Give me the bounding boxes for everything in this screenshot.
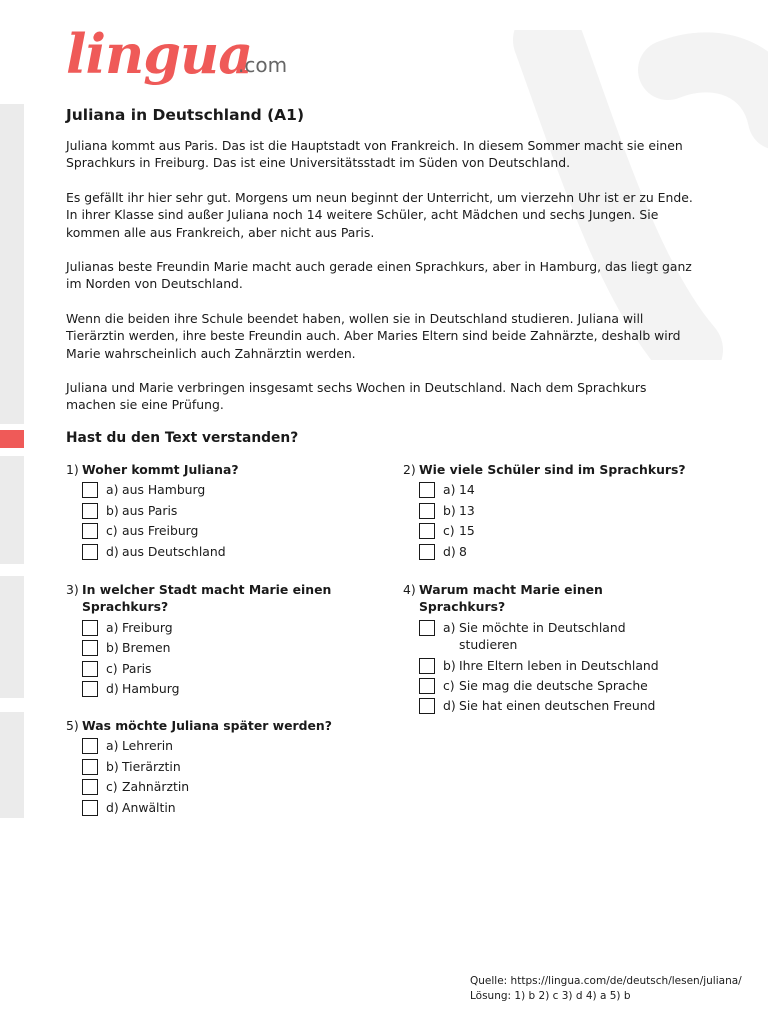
logo-domain-suffix: .com (238, 53, 288, 77)
checkbox[interactable] (419, 503, 435, 519)
checkbox[interactable] (82, 661, 98, 677)
question-text: In welcher Stadt macht Marie einen Sprachkurs? (82, 582, 332, 615)
option-text: aus Paris (122, 502, 178, 518)
checkbox[interactable] (419, 523, 435, 539)
option-text: Anwältin (122, 799, 176, 815)
answer-option[interactable] (82, 778, 366, 795)
answer-option[interactable] (419, 657, 693, 674)
question-5 (66, 717, 366, 816)
answer-option[interactable] (419, 677, 693, 694)
checkbox[interactable] (419, 678, 435, 694)
checkbox[interactable] (82, 620, 98, 636)
paragraph: Juliana kommt aus Paris. Das ist die Hauptstadt von Frankreich. In diesem Sommer macht sie einen Sprachkurs in Freiburg. Das ist eine Universitätsstadt im Süden von Deutschland. (66, 138, 683, 171)
answer-option[interactable] (419, 522, 703, 539)
option-letter: b) (106, 758, 119, 774)
question-text: Was möchte Juliana später werden? (82, 718, 332, 733)
checkbox[interactable] (82, 482, 98, 498)
answer-option[interactable] (419, 697, 693, 714)
worksheet-title: Juliana in Deutschland (A1) (66, 106, 305, 124)
checkbox[interactable] (82, 759, 98, 775)
answer-option[interactable] (82, 619, 336, 636)
option-letter: b) (443, 657, 456, 673)
option-letter: b) (106, 502, 119, 518)
option-text: Zahnärztin (122, 779, 190, 795)
option-text: 14 (459, 482, 475, 498)
checkbox[interactable] (419, 544, 435, 560)
checkbox[interactable] (82, 544, 98, 560)
answer-option[interactable] (82, 660, 336, 677)
answer-option[interactable] (82, 737, 366, 754)
answer-option[interactable] (82, 543, 366, 560)
option-text: Hamburg (122, 681, 180, 697)
option-letter: c) (106, 779, 118, 795)
reading-text (66, 137, 696, 431)
answer-option[interactable] (82, 639, 336, 656)
paragraph: Juliana und Marie verbringen insgesamt sechs Wochen in Deutschland. Nach dem Sprachkurs machen sie eine Prüfung. (66, 380, 647, 413)
question-number: 1) (66, 462, 79, 477)
option-text: 13 (459, 502, 475, 518)
logo-wordmark: lingua (66, 22, 253, 86)
answer-option[interactable] (82, 481, 366, 498)
checkbox[interactable] (82, 681, 98, 697)
paragraph: Julianas beste Freundin Marie macht auch gerade einen Sprachkurs, aber in Hamburg, das liegt ganz im Norden von Deutschland. (66, 259, 692, 292)
question-3 (66, 581, 336, 697)
option-text: Freiburg (122, 619, 173, 635)
solution-key: Lösung: 1) b 2) c 3) d 4) a 5) b (470, 990, 631, 1002)
answer-option[interactable] (82, 758, 366, 775)
answer-option[interactable] (419, 481, 703, 498)
checkbox[interactable] (82, 738, 98, 754)
side-strip-top (0, 104, 24, 424)
answer-option[interactable] (419, 543, 703, 560)
page-footer (470, 974, 742, 1004)
question-4 (403, 581, 693, 715)
question-text: Wie viele Schüler sind im Sprachkurs? (419, 462, 686, 477)
option-text: Sie hat einen deutschen Freund (459, 698, 656, 714)
option-text: Paris (122, 660, 152, 676)
option-letter: a) (106, 738, 119, 754)
question-2 (403, 461, 703, 560)
option-letter: a) (106, 619, 119, 635)
option-letter: d) (106, 799, 119, 815)
lingua-logo (66, 14, 294, 94)
checkbox[interactable] (82, 523, 98, 539)
checkbox[interactable] (419, 698, 435, 714)
answer-option[interactable] (419, 619, 693, 654)
answer-option[interactable] (82, 680, 336, 697)
paragraph: Es gefällt ihr hier sehr gut. Morgens um neun beginnt der Unterricht, um vierzehn Uhr ist er zu Ende. In ihrer Klasse sind außer Juliana noch 14 weitere Schüler, acht Mädchen und sechs Jungen. Sie kommen alle aus Frankreich, aber nicht aus Paris. (66, 189, 693, 240)
checkbox[interactable] (419, 620, 435, 636)
side-strip-quiz-2 (0, 576, 24, 698)
checkbox[interactable] (82, 640, 98, 656)
checkbox[interactable] (419, 658, 435, 674)
answer-option[interactable] (82, 799, 366, 816)
checkbox[interactable] (82, 503, 98, 519)
option-text: 8 (459, 543, 467, 559)
checkbox[interactable] (419, 482, 435, 498)
option-letter: b) (443, 502, 456, 518)
quiz-heading: Hast du den Text verstanden? (66, 430, 299, 446)
source-link[interactable]: Quelle: https://lingua.com/de/deutsch/lesen/juliana/ (470, 975, 742, 987)
option-text: Lehrerin (122, 738, 173, 754)
question-number: 3) (66, 582, 79, 597)
question-text: Warum macht Marie einen Sprachkurs? (419, 582, 603, 615)
option-letter: c) (443, 523, 455, 539)
option-text: Sie möchte in Deutschland studieren (459, 619, 626, 653)
question-number: 4) (403, 582, 416, 597)
answer-option[interactable] (82, 522, 366, 539)
answer-option[interactable] (82, 502, 366, 519)
option-text: 15 (459, 523, 475, 539)
side-strip-quiz-1 (0, 456, 24, 564)
question-number: 5) (66, 718, 79, 733)
option-text: Ihre Eltern leben in Deutschland (459, 657, 659, 673)
side-strip-quiz-3 (0, 712, 24, 818)
option-letter: a) (443, 482, 456, 498)
option-text: Bremen (122, 640, 171, 656)
option-letter: d) (443, 543, 456, 559)
option-text: Sie mag die deutsche Sprache (459, 678, 648, 694)
option-letter: b) (106, 640, 119, 656)
option-letter: c) (443, 678, 455, 694)
question-1 (66, 461, 366, 560)
paragraph: Wenn die beiden ihre Schule beendet haben, wollen sie in Deutschland studieren. Juliana will Tierärztin werden, ihre beste Freundin auch. Aber Maries Eltern sind beide Zahnärzte, deshalb wird Marie wahrscheinlich auch Zahnärztin werden. (66, 310, 681, 361)
option-text: Tierärztin (122, 758, 181, 774)
checkbox[interactable] (82, 800, 98, 816)
option-letter: c) (106, 660, 118, 676)
checkbox[interactable] (82, 779, 98, 795)
option-text: aus Deutschland (122, 543, 226, 559)
option-letter: a) (106, 482, 119, 498)
option-letter: d) (106, 681, 119, 697)
option-letter: d) (106, 543, 119, 559)
option-text: aus Freiburg (122, 523, 199, 539)
option-letter: d) (443, 698, 456, 714)
question-number: 2) (403, 462, 416, 477)
option-letter: a) (443, 619, 456, 635)
answer-option[interactable] (419, 502, 703, 519)
question-text: Woher kommt Juliana? (82, 462, 239, 477)
option-letter: c) (106, 523, 118, 539)
side-accent-marker (0, 430, 24, 448)
option-text: aus Hamburg (122, 482, 206, 498)
